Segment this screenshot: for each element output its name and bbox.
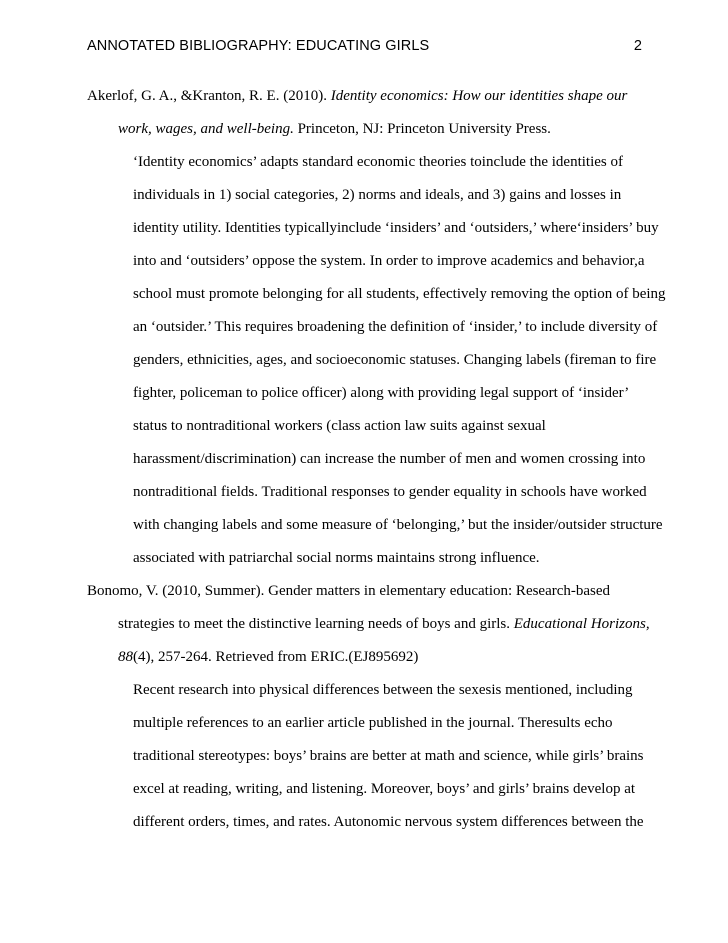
annotation-line: an ‘outsider.’ This requires broadening the definition of ‘insider,’ to include diversity of <box>133 319 658 335</box>
running-header <box>87 38 642 60</box>
citation-line <box>118 614 650 634</box>
citation-text: strategies to meet the distinctive learning needs of boys and girls. <box>118 616 514 632</box>
annotation-line: school must promote belonging for all students, effectively removing the option of being <box>133 286 666 302</box>
citation-line <box>118 119 551 139</box>
annotation-line: into and ‘outsiders’ oppose the system. In order to improve academics and behavior,a <box>133 253 645 269</box>
page-number: 2 <box>633 38 642 54</box>
annotation-line: status to nontraditional workers (class action law suits against sexual <box>133 418 546 434</box>
annotation-line: multiple references to an earlier article published in the journal. Theresults echo <box>133 715 613 731</box>
annotation-line: excel at reading, writing, and listening. Moreover, boys’ and girls’ brains develop at <box>133 781 636 797</box>
citation-text: Princeton, NJ: Princeton University Press. <box>293 121 551 137</box>
citation-line <box>87 581 610 601</box>
annotation-line: different orders, times, and rates. Autonomic nervous system differences between the <box>133 814 644 830</box>
annotation-line: genders, ethnicities, ages, and socioeconomic statuses. Changing labels (fireman to fire <box>133 352 657 368</box>
italic-citation-text: Identity economics: How our identities shape our <box>330 88 628 104</box>
running-head-title: ANNOTATED BIBLIOGRAPHY: EDUCATING GIRLS <box>87 38 430 54</box>
annotation-line: traditional stereotypes: boys’ brains are better at math and science, while girls’ brains <box>133 748 644 764</box>
annotation-line: fighter, policeman to police officer) along with providing legal support of ‘insider’ <box>133 385 630 401</box>
annotation-line: associated with patriarchal social norms maintains strong influence. <box>133 550 540 566</box>
annotation-line: ‘Identity economics’ adapts standard economic theories toinclude the identities of <box>133 154 623 170</box>
annotation-line: with changing labels and some measure of ‘belonging,’ but the insider/outsider structure <box>133 517 663 533</box>
annotation-line: individuals in 1) social categories, 2) norms and ideals, and 3) gains and losses in <box>133 187 622 203</box>
citation-text: Bonomo, V. (2010, Summer). Gender matters in elementary education: Research-based <box>87 583 611 599</box>
citation-text: Akerlof, G. A., &Kranton, R. E. (2010). <box>87 88 331 104</box>
italic-citation-text: Educational Horizons, <box>513 616 650 632</box>
annotation-line: harassment/discrimination) can increase the number of men and women crossing into <box>133 451 646 467</box>
annotation-line: nontraditional fields. Traditional responses to gender equality in schools have worked <box>133 484 647 500</box>
citation-line <box>87 86 627 106</box>
italic-citation-text: 88 <box>118 649 133 665</box>
citation-line <box>118 647 418 667</box>
citation-text: (4), 257-264. Retrieved from ERIC.(EJ895692) <box>133 649 419 665</box>
italic-citation-text: work, wages, and well-being. <box>118 121 294 137</box>
annotation-line: Recent research into physical differences between the sexesis mentioned, including <box>133 682 633 698</box>
annotation-line: identity utility. Identities typicallyinclude ‘insiders’ and ‘outsiders,’ where‘insiders’ buy <box>133 220 659 236</box>
